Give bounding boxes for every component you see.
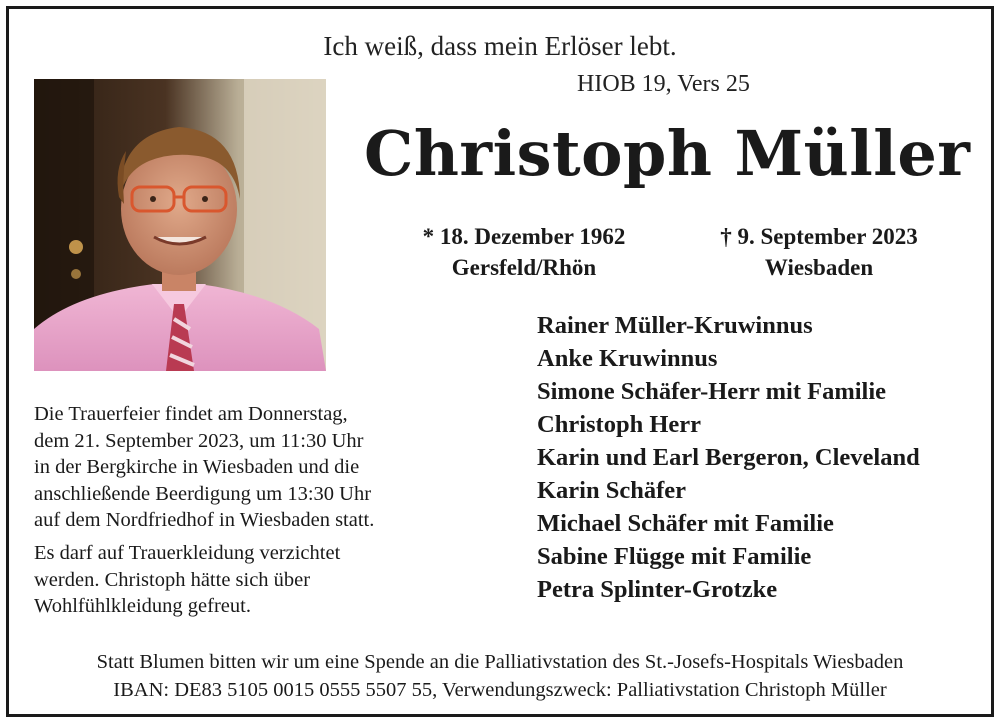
portrait-photo — [34, 79, 326, 371]
dress-note-line: Wohlfühlkleidung gefreut. — [34, 595, 251, 617]
ceremony-line: dem 21. September 2023, um 11:30 Uhr — [34, 429, 364, 452]
death-date: † 9. September 2023 — [720, 224, 918, 249]
mourner-name: Christoph Herr — [537, 411, 701, 438]
donation-request — [9, 648, 991, 704]
dress-note — [34, 540, 454, 620]
mourner-name: Simone Schäfer-Herr mit Familie — [537, 378, 887, 405]
mourner-name: Karin Schäfer — [537, 477, 687, 504]
portrait-illustration — [34, 79, 326, 371]
birth-place: Gersfeld/Rhön — [451, 255, 597, 280]
birth-date: * 18. Dezember 1962 — [422, 224, 626, 249]
deceased-name: Christoph Müller — [364, 117, 971, 190]
mourner-name: Rainer Müller-Kruwinnus — [537, 312, 813, 339]
dress-note-line: werden. Christoph hätte sich über — [34, 568, 311, 591]
death-info — [689, 221, 949, 283]
mourner-name: Anke Kruwinnus — [537, 345, 718, 372]
birth-info — [389, 221, 659, 283]
donation-line: Statt Blumen bitten wir um eine Spende an die Palliativstation des St.-Josefs-Hospitals Wiesbaden — [96, 651, 904, 673]
ceremony-line: auf dem Nordfriedhof in Wiesbaden statt. — [34, 509, 375, 531]
mourner-name: Michael Schäfer mit Familie — [537, 510, 834, 537]
bible-verse: Ich weiß, dass mein Erlöser lebt. — [323, 31, 677, 61]
death-place: Wiesbaden — [764, 255, 874, 280]
ceremony-line: anschließende Beerdigung um 13:30 Uhr — [34, 482, 372, 505]
mourner-name: Sabine Flügge mit Familie — [537, 543, 812, 570]
donation-iban: IBAN: DE83 5105 0015 0555 5507 55, Verwendungszweck: Palliativstation Christoph Müller — [113, 679, 887, 701]
mourner-name: Petra Splinter-Grotzke — [537, 576, 778, 603]
mourners-list — [537, 309, 920, 606]
ceremony-line: Die Trauerfeier findet am Donnerstag, — [34, 403, 348, 425]
verse-reference: HIOB 19, Vers 25 — [577, 71, 750, 97]
obituary-frame — [6, 6, 994, 717]
mourner-name: Karin und Earl Bergeron, Cleveland — [537, 444, 920, 471]
dress-note-line: Es darf auf Trauerkleidung verzichtet — [34, 542, 341, 564]
ceremony-line: in der Bergkirche in Wiesbaden und die — [34, 456, 360, 478]
ceremony-details — [34, 401, 454, 534]
